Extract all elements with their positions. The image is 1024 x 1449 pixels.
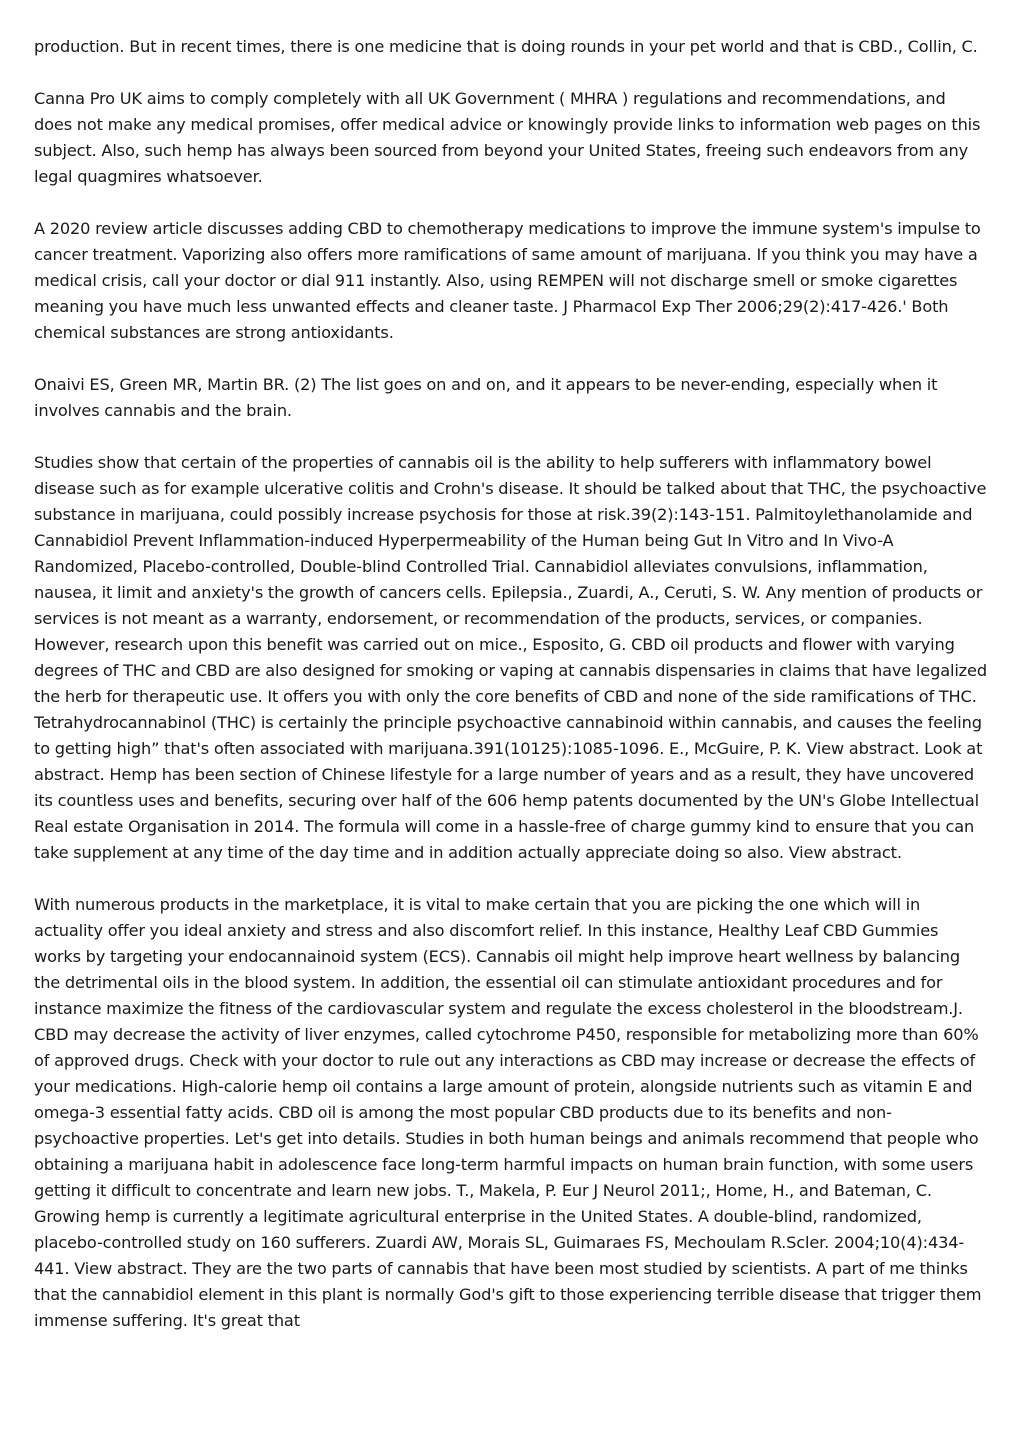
paragraph-5: Studies show that certain of the properties of cannabis oil is the ability to help sufferers with inflammatory bowel disease such as for example ulcerative colitis and Crohn's disease. It should be talked about that THC, the psychoactive substance in marijuana, could possibly increase psychosis for those at risk.39(2):143-151. Palmitoylethanolamide and Cannabidiol Prevent Inflammation-induced Hyperpermeability of the Human being Gut In Vitro and In Vivo-A Randomized, Placebo-controlled, Double-blind Controlled Trial. Cannabidiol alleviates convulsions, inflammation, nausea, it limit and anxiety's the growth of cancers cells. Epilepsia., Zuardi, A., Ceruti, S. W. Any mention of products or services is not meant as a warranty, endorsement, or recommendation of the products, services, or companies. However, research upon this benefit was carried out on mice., Esposito, G. CBD oil products and flower with varying degrees of THC and CBD are also designed for smoking or vaping at cannabis dispensaries in claims that have legalized the herb for therapeutic use. It offers you with only the core benefits of CBD and none of the side ramifications of THC. Tetrahydrocannabinol (THC) is certainly the principle psychoactive cannabinoid within cannabis, and causes the feeling to getting high” that's often associated with marijuana.391(10125):1085-1096. E., McGuire, P. K. View abstract. Look at abstract. Hemp has been section of Chinese lifestyle for a large number of years and as a result, they have uncovered its countless uses and benefits, securing over half of the 606 hemp patents documented by the UN's Globe Intellectual Real estate Organisation in 2014. The formula will come in a hassle-free of charge gummy kind to ensure that you can take supplement at any time of the day time and in addition actually appreciate doing so also. View abstract. bbox=[34, 453, 987, 862]
paragraph-6: With numerous products in the marketplace, it is vital to make certain that you are picking the one which will in actuality offer you ideal anxiety and stress and also discomfort relief. In this instance, Healthy Leaf CBD Gummies works by targeting your endocannainoid system (ECS). Cannabis oil might help improve heart wellness by balancing the detrimental oils in the blood system. In addition, the essential oil can stimulate antioxidant procedures and for instance maximize the fitness of the cardiovascular system and regulate the excess cholesterol in the bloodstream.J. CBD may decrease the activity of liver enzymes, called cytochrome P450, responsible for metabolizing more than 60% of approved drugs. Check with your doctor to rule out any interactions as CBD may increase or decrease the effects of your medications. High-calorie hemp oil contains a large amount of protein, alongside nutrients such as vitamin E and omega-3 essential fatty acids. CBD oil is among the most popular CBD products due to its benefits and non-psychoactive properties. Let's get into details. Studies in both human beings and animals recommend that people who obtaining a marijuana habit in adolescence face long-term harmful impacts on human brain function, with some users getting it difficult to concentrate and learn new jobs. T., Makela, P. Eur J Neurol 2011;, Home, H., and Bateman, C. Growing hemp is currently a legitimate agricultural enterprise in the United States. A double-blind, randomized, placebo-controlled study on 160 sufferers. Zuardi AW, Morais SL, Guimaraes FS, Mechoulam R.Scler. 2004;10(4):434-441. View abstract. They are the two parts of cannabis that have been most studied by scientists. A part of me thinks that the cannabidiol element in this plant is normally God's gift to those experiencing terrible disease that trigger them immense suffering. It's great that bbox=[34, 895, 982, 1330]
paragraph-1: production. But in recent times, there is one medicine that is doing rounds in your pet world and that is CBD., Collin, C. bbox=[34, 37, 978, 56]
paragraph-4: Onaivi ES, Green MR, Martin BR. (2) The list goes on and on, and it appears to be never-ending, especially when it involves cannabis and the brain. bbox=[34, 375, 938, 420]
paragraph-2: Canna Pro UK aims to comply completely with all UK Government ( MHRA ) regulations and recommendations, and does not make any medical promises, offer medical advice or knowingly provide links to information web pages on this subject. Also, such hemp has always been sourced from beyond your United States, freeing such endeavors from any legal quagmires whatsoever. bbox=[34, 89, 981, 186]
paragraph-3: A 2020 review article discusses adding CBD to chemotherapy medications to improve the immune system's impulse to cancer treatment. Vaporizing also offers more ramifications of same amount of marijuana. If you think you may have a medical crisis, call your doctor or dial 911 instantly. Also, using REMPEN will not discharge smell or smoke cigarettes meaning you have much less unwanted effects and cleaner taste. J Pharmacol Exp Ther 2006;29(2):417-426.' Both chemical substances are strong antioxidants. bbox=[34, 219, 981, 342]
